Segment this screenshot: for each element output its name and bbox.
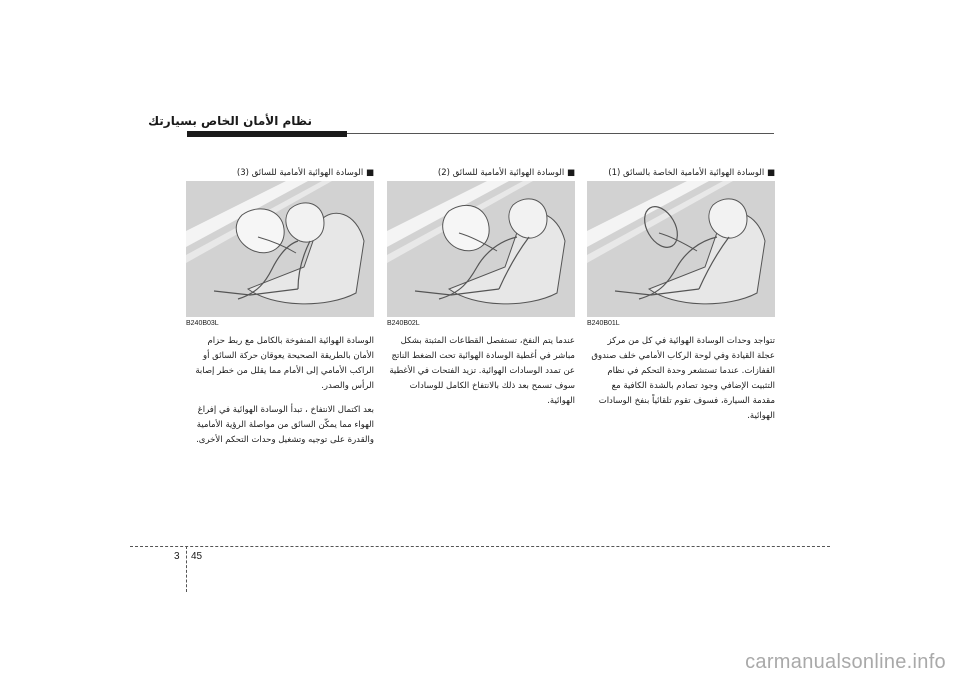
column-2 (387, 165, 575, 409)
footer-divider (186, 546, 187, 592)
figure-code-2: B240B02L (387, 320, 420, 327)
body-paragraph: عندما يتم النفخ، تستفصل القطاعات المثبتة بشكل مباشر في أغطية الوسادة الهوائية تحت الضغط الناتج عن تمدد الوسادات الهوائية. تزيد الفتحات في الأغطية سوف تسمح بعد ذلك بالانتفاخ الكامل للوسادات الهوائية. (389, 336, 575, 406)
header-bar (187, 131, 347, 137)
airbag-illustration-3 (186, 181, 374, 317)
section-title: نظام الأمان الخاص بسيارتك (148, 114, 312, 128)
chapter-number: 3 (174, 551, 180, 562)
airbag-illustration-1 (587, 181, 775, 317)
figure-code-1: B240B01L (587, 320, 620, 327)
body-paragraph: تتواجد وحدات الوسادة الهوائية في كل من مركز عجلة القيادة وفي لوحة الركاب الأمامي خلف صندوق القفازات. عندما تستشعر وحدة التحكم في نظام التثبيت الإضافي وجود تصادم بالشدة الكافية مع مقدمة السيارة، فسوف تقوم تلقائياً بنفخ الوسادات الهوائية. (591, 336, 775, 421)
watermark-text: carmanualsonline.info (745, 651, 946, 673)
body-paragraph: بعد اكتمال الانتفاخ ، تبدأ الوسادة الهوائية في إفراغ الهواء مما يمكّن السائق من مواصلة الرؤية الأمامية والقدرة على توجيه وتشغيل وحدات التحكم الأخرى. (196, 405, 374, 445)
footer-rule (130, 546, 830, 547)
body-paragraph: الوسادة الهوائية المنفوخة بالكامل مع ربط حزام الأمان بالطريقة الصحيحة يعوقان حركة السائق أو الراكب الأمامي إلى الأمام مما يقلل من خطر إصابة الرأس والصدر. (195, 336, 374, 391)
figure-caption-3: ■ الوسادة الهوائية الأمامية للسائق (3) (236, 168, 374, 178)
column-1 (587, 165, 775, 424)
figure-caption-1: ■ الوسادة الهوائية الأمامية الخاصة بالسائق (1) (608, 168, 775, 178)
figure-code-3: B240B03L (186, 320, 219, 327)
column-3 (186, 165, 374, 448)
page-number: 45 (191, 551, 203, 562)
figure-caption-2: ■ الوسادة الهوائية الأمامية للسائق (2) (437, 168, 575, 178)
header-rule (347, 133, 774, 134)
airbag-illustration-2 (387, 181, 575, 317)
